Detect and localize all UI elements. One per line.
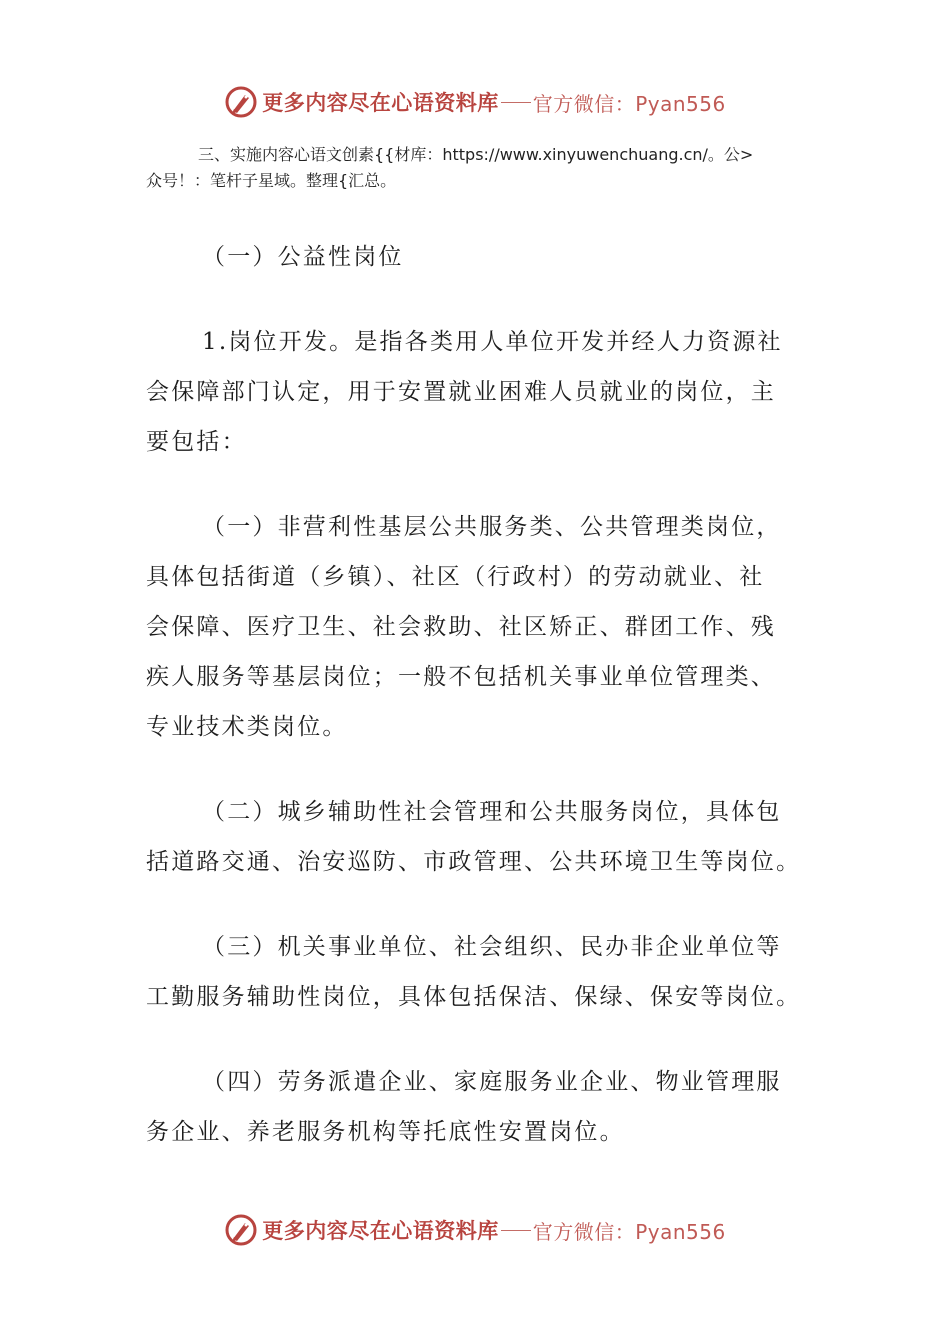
banner-dash (501, 102, 531, 103)
paragraph-item-2 (146, 787, 802, 887)
paragraph-line: 务企业、养老服务机构等托底性安置岗位。 (146, 1119, 625, 1145)
banner-wechat: 官方微信：Pyan556 (532, 1219, 726, 1244)
paragraph-item-3 (146, 922, 802, 1022)
header-banner-text (262, 87, 726, 117)
paragraph-line: 会保障部门认定，用于安置就业困难人员就业的岗位，主 (146, 379, 776, 405)
source-note-line: 众号！：笔杆子星域。整理{汇总。 (146, 171, 397, 190)
section-heading-text: （一）公益性岗位 (202, 244, 404, 270)
source-note-line: 三、实施内容心语文创素{{材库：https://www.xinyuwenchuang.cn/。公> (198, 145, 754, 164)
paragraph-line: 括道路交通、治安巡防、市政管理、公共环境卫生等岗位。 (146, 849, 802, 875)
source-note (146, 142, 806, 194)
pen-nib-logo-icon (224, 85, 258, 119)
paragraph-line: 1.岗位开发。是指各类用人单位开发并经人力资源社 (202, 329, 783, 355)
banner-wechat: 官方微信：Pyan556 (532, 91, 726, 116)
pen-nib-logo-icon (224, 1213, 258, 1247)
paragraph-item-1 (146, 502, 796, 752)
paragraph-line: 会保障、医疗卫生、社会救助、社区矫正、群团工作、残 (146, 614, 776, 640)
paragraph-line: 具体包括街道（乡镇）、社区（行政村）的劳动就业、社 (146, 564, 765, 590)
section-heading (146, 232, 796, 282)
banner-title: 更多内容尽在心语资料库 (262, 1218, 499, 1243)
footer-banner (0, 1210, 950, 1250)
paragraph-line: 疾人服务等基层岗位；一般不包括机关事业单位管理类、 (146, 664, 776, 690)
paragraph-line: （四）劳务派遣企业、家庭服务业企业、物业管理服 (202, 1069, 782, 1095)
paragraph-job-development (146, 317, 796, 467)
paragraph-line: 工勤服务辅助性岗位，具体包括保洁、保绿、保安等岗位。 (146, 984, 802, 1010)
paragraph-line: 要包括： (146, 429, 247, 455)
paragraph-line: （三）机关事业单位、社会组织、民办非企业单位等 (202, 934, 782, 960)
paragraph-line: （二）城乡辅助性社会管理和公共服务岗位，具体包 (202, 799, 782, 825)
banner-title: 更多内容尽在心语资料库 (262, 90, 499, 115)
paragraph-item-4 (146, 1057, 796, 1157)
header-banner (0, 82, 950, 122)
banner-dash (501, 1230, 531, 1231)
footer-banner-text (262, 1215, 726, 1245)
paragraph-line: （一）非营利性基层公共服务类、公共管理类岗位， (202, 514, 782, 540)
paragraph-line: 专业技术类岗位。 (146, 714, 348, 740)
